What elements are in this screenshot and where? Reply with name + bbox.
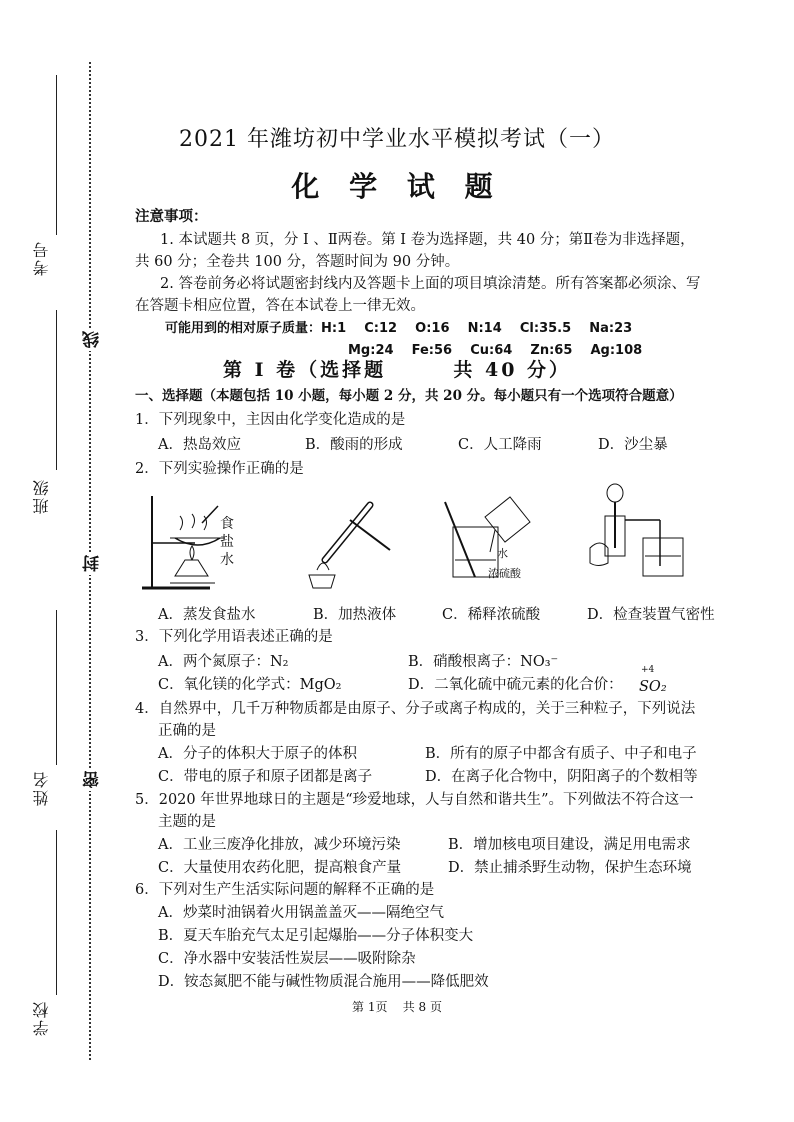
exam-number-label: 考号 — [32, 240, 51, 276]
q3-option-d: D．二氧化硫中硫元素的化合价： — [408, 677, 623, 693]
notes-heading: 注意事项： — [135, 208, 208, 225]
figure-c-water-label: 水 — [497, 547, 508, 560]
note-2a: 2. 答卷前务必将试题密封线内及答题卡上面的项目填涂清楚。所有答案都必须涂、写 — [160, 276, 701, 292]
section-title: 第 Ⅰ 卷（选择题 共 40 分） — [222, 359, 572, 381]
q5-stem-1: 5．2020 年世界地球日的主题是“珍爱地球，人与自然和谐共生”。下列做法不符合这一 — [135, 792, 694, 808]
figure-check-airtightness — [585, 478, 695, 583]
q6-option-a: A．炒菜时油锅着火用锅盖盖灭——隔绝空气 — [158, 905, 444, 921]
q4-option-c: C．带电的原子和原子团都是离子 — [158, 769, 373, 785]
q2-option-b: B．加热液体 — [313, 607, 397, 623]
q4-option-d: D．在离子化合物中，阴阳离子的个数相等 — [425, 769, 698, 785]
q3-option-c: C．氧化镁的化学式：MgO₂ — [158, 677, 342, 693]
q5-stem-2: 主题的是 — [158, 814, 216, 830]
q1-option-b: B．酸雨的形成 — [305, 437, 403, 453]
q1-option-d: D．沙尘暴 — [598, 437, 668, 453]
q4-stem-1: 4．自然界中，几千万种物质都是由原子、分子或离子构成的，关于三种粒子，下列说法 — [135, 701, 696, 717]
q3-option-b: B．硝酸根离子：NO₃⁻ — [408, 654, 559, 670]
q6-option-c: C．净水器中安装活性炭层——吸附除杂 — [158, 951, 416, 967]
q5-option-b: B．增加核电项目建设，满足用电需求 — [448, 837, 691, 853]
figure-a-label: 食盐水 — [220, 516, 234, 568]
q1-option-a: A．热岛效应 — [158, 437, 241, 453]
seal-char-secret: 密 — [80, 768, 105, 791]
q6-option-d: D．铵态氮肥不能与碱性物质混合施用——降低肥效 — [158, 974, 489, 990]
q1-stem: 1．下列现象中，主因由化学变化造成的是 — [135, 412, 406, 428]
q1-option-c: C．人工降雨 — [458, 437, 542, 453]
q5-option-c: C．大量使用农药化肥，提高粮食产量 — [158, 860, 402, 876]
q4-option-b: B．所有的原子中都含有质子、中子和电子 — [425, 746, 697, 762]
q4-option-a: A．分子的体积大于原子的体积 — [158, 746, 357, 762]
q6-option-b: B．夏天车胎充气太足引起爆胎——分子体积变大 — [158, 928, 474, 944]
page-footer: 第 1页 共 8 页 — [352, 1000, 442, 1014]
exam-title: 2021 年潍坊初中学业水平模拟考试（一） — [179, 127, 615, 152]
q3-stem: 3．下列化学用语表述正确的是 — [135, 629, 333, 645]
part-1-heading: 一、选择题（本题包括 10 小题，每小题 2 分，共 20 分。每小题只有一个选项符合题意） — [135, 388, 683, 404]
atomic-masses-2: Mg:24 Fe:56 Cu:64 Zn:65 Ag:108 — [348, 343, 643, 358]
figure-heat-liquid — [295, 490, 405, 595]
note-2b: 在答题卡相应位置，答在本试卷上一律无效。 — [135, 298, 425, 314]
class-label: 班级 — [32, 478, 51, 514]
name-field[interactable] — [56, 610, 57, 765]
q4-stem-2: 正确的是 — [158, 723, 216, 739]
q5-option-a: A．工业三废净化排放，减少环境污染 — [158, 837, 401, 853]
subject-title: 化 学 试 题 — [291, 170, 503, 203]
exam-number-field[interactable] — [56, 75, 57, 235]
name-label: 姓名 — [32, 770, 51, 806]
class-field[interactable] — [56, 310, 57, 470]
q2-option-d: D．检查装置气密性 — [587, 607, 715, 623]
figure-c-acid-label: 浓硫酸 — [488, 567, 521, 580]
q2-stem: 2．下列实验操作正确的是 — [135, 461, 304, 477]
seal-char-line: 线 — [80, 328, 105, 351]
school-label: 学校 — [32, 1000, 51, 1036]
q3-formula: SO₂ — [639, 679, 667, 695]
q5-option-d: D．禁止捕杀野生动物，保护生态环境 — [448, 860, 692, 876]
q3-option-a: A．两个氮原子：N₂ — [158, 654, 289, 670]
note-1a: 1. 本试题共 8 页，分 Ⅰ 、Ⅱ两卷。第 Ⅰ 卷为选择题，共 40 分；第Ⅱ卷为非选择题， — [160, 232, 695, 248]
school-field[interactable] — [56, 830, 57, 995]
atomic-masses-1: 可能用到的相对原子质量：H:1 C:12 O:16 N:14 Cl:35.5 Na:23 — [165, 321, 633, 336]
q3-valence: +4 — [641, 665, 655, 675]
q2-option-a: A．蒸发食盐水 — [158, 607, 256, 623]
note-1b: 共 60 分；全卷共 100 分，答题时间为 90 分钟。 — [135, 254, 460, 270]
q2-option-c: C．稀释浓硫酸 — [442, 607, 541, 623]
q6-stem: 6．下列对生产生活实际问题的解释不正确的是 — [135, 882, 435, 898]
seal-char-seal: 封 — [80, 552, 105, 575]
